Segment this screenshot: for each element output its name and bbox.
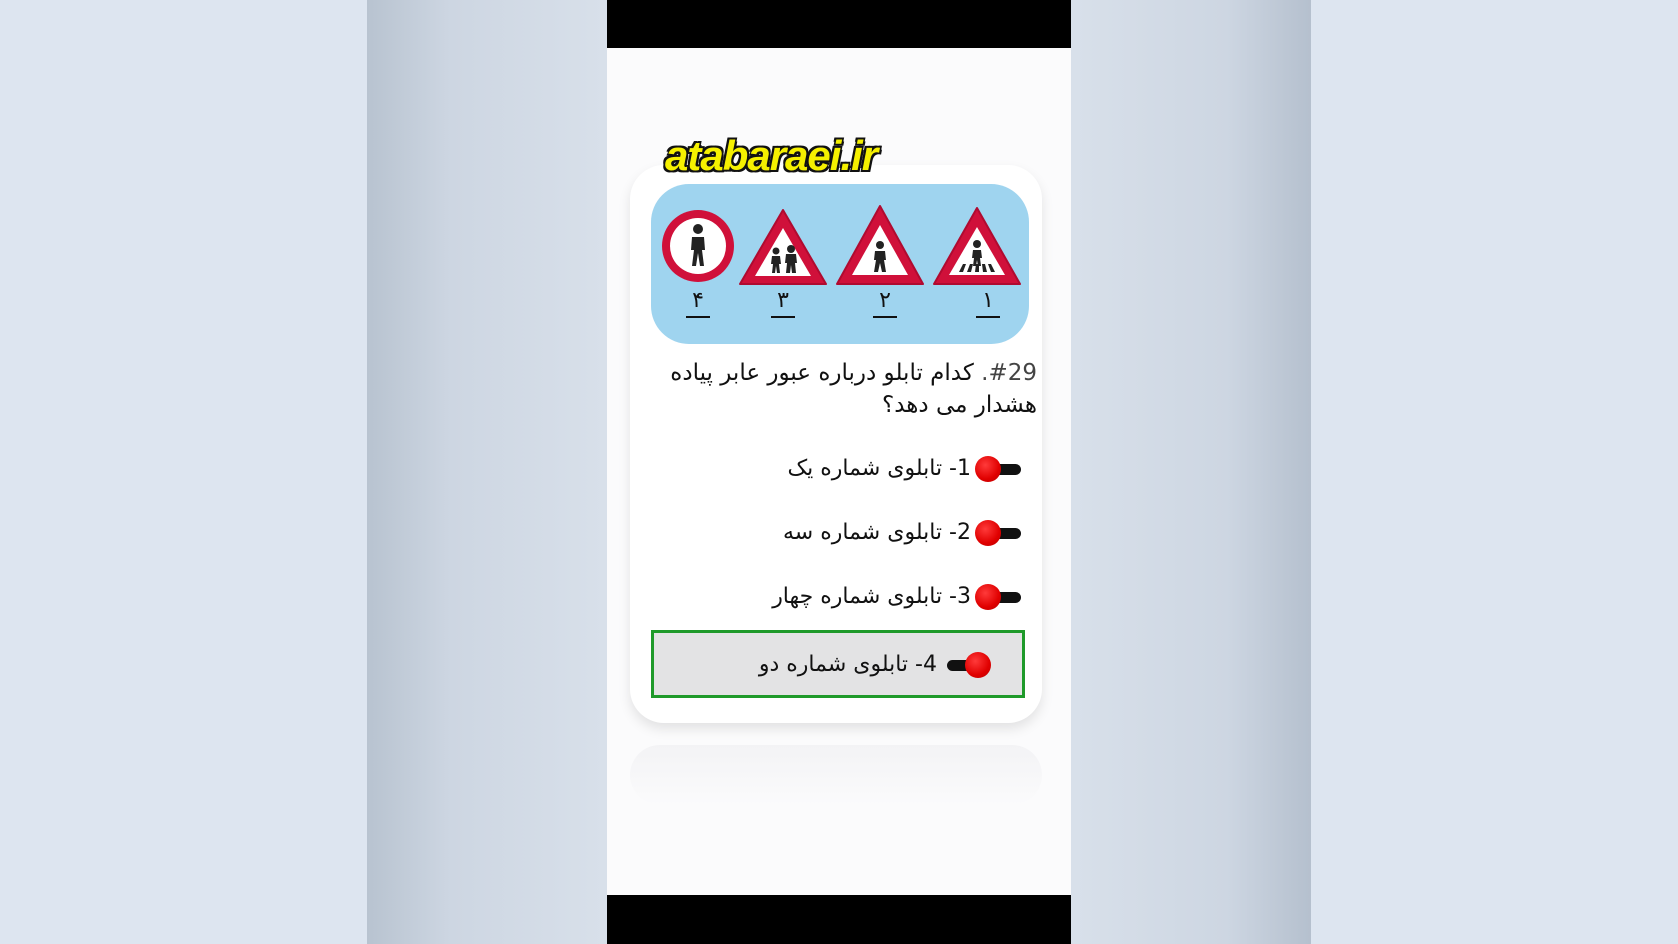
phone-screen [607, 0, 1071, 944]
toggle-knob [975, 520, 1001, 546]
option-toggle-on[interactable] [939, 651, 991, 679]
pedestrian-warning-sign-icon [834, 202, 926, 288]
option-toggle-off[interactable] [971, 583, 1023, 611]
children-warning-sign-icon [737, 206, 829, 288]
answer-option-1[interactable] [757, 449, 1013, 489]
sign-number-4: ۴ [686, 288, 710, 318]
answer-option-label: 3- تابلوی شماره چهار [772, 584, 971, 609]
background-left [0, 0, 367, 944]
toggle-knob [965, 652, 991, 678]
signs-image-panel [651, 184, 1029, 344]
background-blur-right [1071, 0, 1311, 944]
pedestrian-crossing-warning-sign-icon [931, 204, 1023, 288]
background-right [1311, 0, 1678, 944]
question-number: #29. [981, 360, 1037, 386]
option-toggle-off[interactable] [971, 519, 1023, 547]
answer-option-2[interactable] [757, 513, 1013, 553]
question-body: کدام تابلو درباره عبور عابر پیاده هشدار می دهد؟ [670, 360, 1037, 418]
answer-option-label: 2- تابلوی شماره سه [783, 520, 971, 545]
sign-number-1: ۱ [976, 288, 1000, 318]
no-pedestrians-sign-icon [658, 206, 738, 286]
answer-option-label: 1- تابلوی شماره یک [787, 456, 971, 481]
sign-number-3: ۳ [771, 288, 795, 318]
next-card-placeholder [630, 745, 1042, 805]
letterbox-top [607, 0, 1071, 48]
toggle-knob [975, 584, 1001, 610]
sign-number-2: ۲ [873, 288, 897, 318]
answer-option-label: 4- تابلوی شماره دو [758, 652, 937, 677]
answer-option-4[interactable] [757, 645, 989, 685]
question-text [657, 357, 1037, 421]
background-blur-left [367, 0, 607, 944]
answer-option-3[interactable] [737, 577, 1013, 617]
letterbox-bottom [607, 895, 1071, 944]
watermark: atabaraei.ir [665, 132, 878, 179]
option-toggle-off[interactable] [971, 455, 1023, 483]
toggle-knob [975, 456, 1001, 482]
